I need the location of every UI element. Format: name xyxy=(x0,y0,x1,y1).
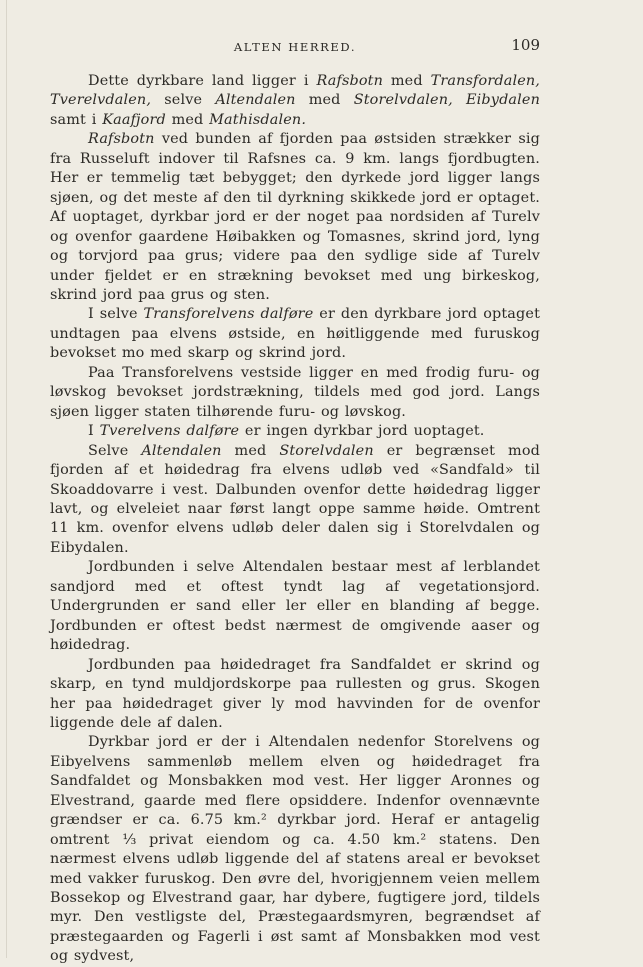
text-run: Dette dyrkbare land ligger i xyxy=(88,73,317,89)
text-run: med xyxy=(383,73,431,89)
text-run: I selve xyxy=(88,306,144,323)
paragraph xyxy=(50,130,540,305)
text-run: er ingen dyrkbar jord uoptaget. xyxy=(239,423,485,440)
italic-place-name: Rafsbotn xyxy=(88,131,155,148)
paragraph xyxy=(50,656,540,734)
text-run: Jordbunden i selve Altendalen bestaar mest af lerblandet sandjord med et oftest tyndt lag af vegetationsjord. Undergrunden er sand eller ler eller en blanding af begge. Jordbunden er oftest bedst nærmest de omgivende aaser og høidedrag. xyxy=(50,559,540,654)
italic-place-name: Kaafjord xyxy=(102,111,166,128)
text-run: er begrænset mod fjorden af et høidedrag fra elvens udløb ved «Sandfald» til Skoaddovarre i vest. Dalbunden ovenfor dette høidedrag ligger lavt, og elveleiet naar først langt oppe samme høide. Omtrent 11 km. ovenfor elvens udløb deler dalen sig i Storelvdalen og Eibydalen. xyxy=(50,442,540,556)
text-run: med xyxy=(295,92,354,109)
text-run: selve xyxy=(151,92,216,109)
italic-place-name: Transforelvens dalføre xyxy=(143,306,314,323)
italic-place-name: Rafsbotn xyxy=(316,73,384,89)
page-edge xyxy=(6,0,7,958)
text-run: ved bunden af fjorden paa østsiden strækker sig fra Russeluft indover til Rafsnes ca. 9 km. langs fjordbugten. Her er temmelig tæt bebygget; den dyrkede jord ligger langs sjøen, og det meste af den til dyrkning skikkede jord er optaget. Af uoptaget, dyrkbar jord er der noget paa nordsiden af Turelv og ovenfor gaardene Høibakken og Tomasnes, skrind jord, lyng og torvjord paa grus; videre paa den sydlige side af Turelv under fjeldet er en strækning bevokset med ung birkeskog, skrind jord paa grus og sten. xyxy=(50,131,540,303)
paragraph xyxy=(50,72,540,130)
italic-place-name: Altendalen xyxy=(215,92,296,109)
italic-place-name: Mathisdalen. xyxy=(209,111,307,128)
paragraph xyxy=(50,305,540,363)
italic-place-name: Storelvdalen xyxy=(279,442,374,459)
italic-place-name: Transfordalen, Tverelvdalen, xyxy=(50,73,541,109)
text-run: Jordbunden paa høidedraget fra Sandfaldet er skrind og skarp, en tynd muldjordskorpe paa rullesten og grus. Skogen her paa høidedraget giver ly mod havvinden for de ovenfor liggende dele af dalen. xyxy=(50,656,540,731)
paragraph xyxy=(50,558,540,655)
text-run: med xyxy=(165,111,210,128)
body-text xyxy=(50,72,540,967)
running-head xyxy=(50,36,540,58)
italic-place-name: Storelvdalen, Eibydalen xyxy=(353,92,540,109)
paragraph xyxy=(50,733,540,966)
paragraph xyxy=(50,442,540,559)
running-title: ALTEN HERRED. xyxy=(233,40,357,54)
text-run: er den dyrkbare jord optaget undtagen paa elvens østside, en høitliggende med furuskog bevokset mo med skarp og skrind jord. xyxy=(50,306,540,362)
page-number: 109 xyxy=(511,36,540,54)
text-run: med xyxy=(221,442,280,459)
italic-place-name: Tverelvens dalføre xyxy=(99,423,240,440)
italic-place-name: Altendalen xyxy=(141,442,222,459)
text-run: samt i xyxy=(50,111,103,128)
text-run: Selve xyxy=(88,442,142,459)
text-run: Dyrkbar jord er der i Altendalen nedenfor Storelvens og Eibyelvens sammenløb mellem elven og høidedraget fra Sandfaldet og Monsbakken mod vest. Her ligger Aronnes og Elvestrand, gaarde med flere opsiddere. Indenfor ovennævnte grændser er ca. 6.75 km.² dyrkbar jord. Heraf er antagelig omtrent ⅓ privat eiendom og ca. 4.50 km.² statens. Den nærmest elvens udløb liggende del af statens areal er bevokset med vakker furuskog. Den øvre del, hvorigjennem veien mellem Bossekop og Elvestrand gaar, har dybere, fugtigere jord, tildels myr. Den vestligste del, Præstegaardsmyren, begrændset af præstegaarden og Fagerli i øst samt af Monsbakken mod vest og sydvest, xyxy=(50,734,540,965)
paragraph xyxy=(50,422,540,441)
text-run: Paa Transforelvens vestside ligger en med frodig furu- og løvskog bevokset jordstrækning, tildels med god jord. Langs sjøen ligger staten tilhørende furu- og løvskog. xyxy=(50,364,540,420)
paragraph xyxy=(50,364,540,422)
text-run: I xyxy=(88,423,100,440)
book-page xyxy=(50,36,540,967)
